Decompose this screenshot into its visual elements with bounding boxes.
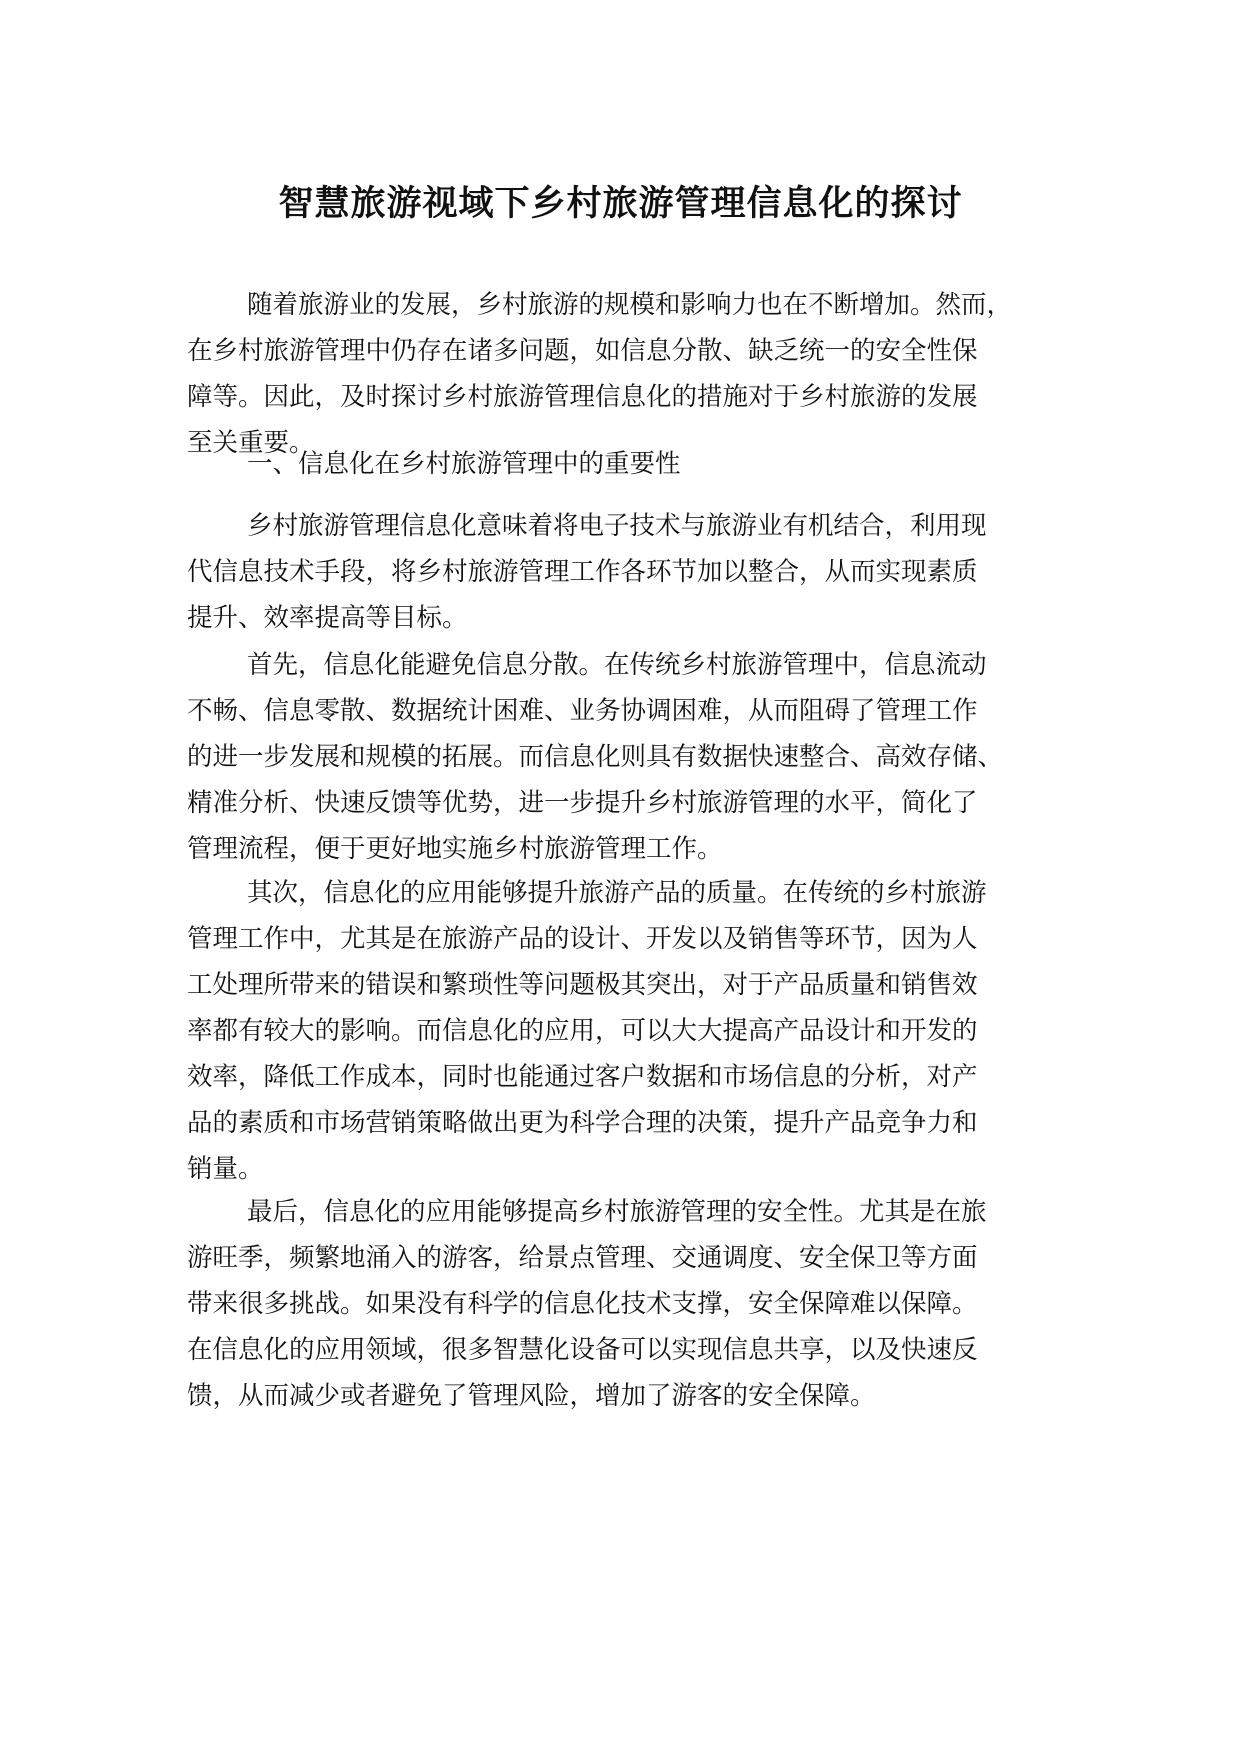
paragraph-line: 带来很多挑战。如果没有科学的信息化技术支撑，安全保障难以保障。 (187, 1289, 978, 1319)
paragraph-intro (187, 282, 1087, 466)
paragraph-line: 率都有较大的影响。而信息化的应用，可以大大提高产品设计和开发的 (187, 1016, 978, 1046)
paragraph-line: 最后，信息化的应用能够提高乡村旅游管理的安全性。尤其是在旅 (247, 1197, 987, 1227)
paragraph-line: 障等。因此，及时探讨乡村旅游管理信息化的措施对于乡村旅游的发展 (187, 382, 978, 412)
paragraph-line: 在乡村旅游管理中仍存在诸多问题，如信息分散、缺乏统一的安全性保 (187, 336, 978, 366)
paragraph-line: 的进一步发展和规模的拓展。而信息化则具有数据快速整合、高效存储、 (187, 742, 1004, 772)
paragraph-line: 游旺季，频繁地涌入的游客，给景点管理、交通调度、安全保卫等方面 (187, 1243, 978, 1273)
paragraph-line: 至关重要。 (187, 428, 315, 458)
paragraph-line: 随着旅游业的发展，乡村旅游的规模和影响力也在不断增加。然而， (247, 290, 1013, 320)
paragraph-first-point (187, 642, 1087, 872)
paragraph-line: 销量。 (187, 1154, 264, 1184)
paragraph-line: 首先，信息化能避免信息分散。在传统乡村旅游管理中，信息流动 (247, 650, 987, 680)
paragraph-line: 工处理所带来的错误和繁琐性等问题极其突出，对于产品质量和销售效 (187, 970, 978, 1000)
paragraph-line: 在信息化的应用领域，很多智慧化设备可以实现信息共享，以及快速反 (187, 1335, 978, 1365)
paragraph-line: 代信息技术手段，将乡村旅游管理工作各环节加以整合，从而实现素质 (187, 557, 978, 587)
paragraph-line: 其次，信息化的应用能够提升旅游产品的质量。在传统的乡村旅游 (247, 878, 987, 908)
paragraph-line: 品的素质和市场营销策略做出更为科学合理的决策，提升产品竞争力和 (187, 1108, 978, 1138)
section-heading (187, 441, 1087, 487)
paragraph-definition (187, 503, 1087, 641)
paragraph-line: 效率，降低工作成本，同时也能通过客户数据和市场信息的分析，对产 (187, 1062, 978, 1092)
paragraph-line: 精准分析、快速反馈等优势，进一步提升乡村旅游管理的水平，简化了 (187, 788, 978, 818)
paragraph-second-point (187, 870, 1087, 1192)
paragraph-line: 管理流程，便于更好地实施乡村旅游管理工作。 (187, 834, 723, 864)
paragraph-line: 馈，从而减少或者避免了管理风险，增加了游客的安全保障。 (187, 1381, 876, 1411)
document-title: 智慧旅游视域下乡村旅游管理信息化的探讨 (278, 184, 963, 224)
paragraph-third-point (187, 1189, 1087, 1419)
paragraph-line: 提升、效率提高等目标。 (187, 603, 468, 633)
paragraph-line: 管理工作中，尤其是在旅游产品的设计、开发以及销售等环节，因为人 (187, 924, 978, 954)
section-heading-text: 一、信息化在乡村旅游管理中的重要性 (247, 449, 681, 479)
paragraph-line: 乡村旅游管理信息化意味着将电子技术与旅游业有机结合，利用现 (247, 511, 987, 541)
paragraph-line: 不畅、信息零散、数据统计困难、业务协调困难，从而阻碍了管理工作 (187, 696, 978, 726)
